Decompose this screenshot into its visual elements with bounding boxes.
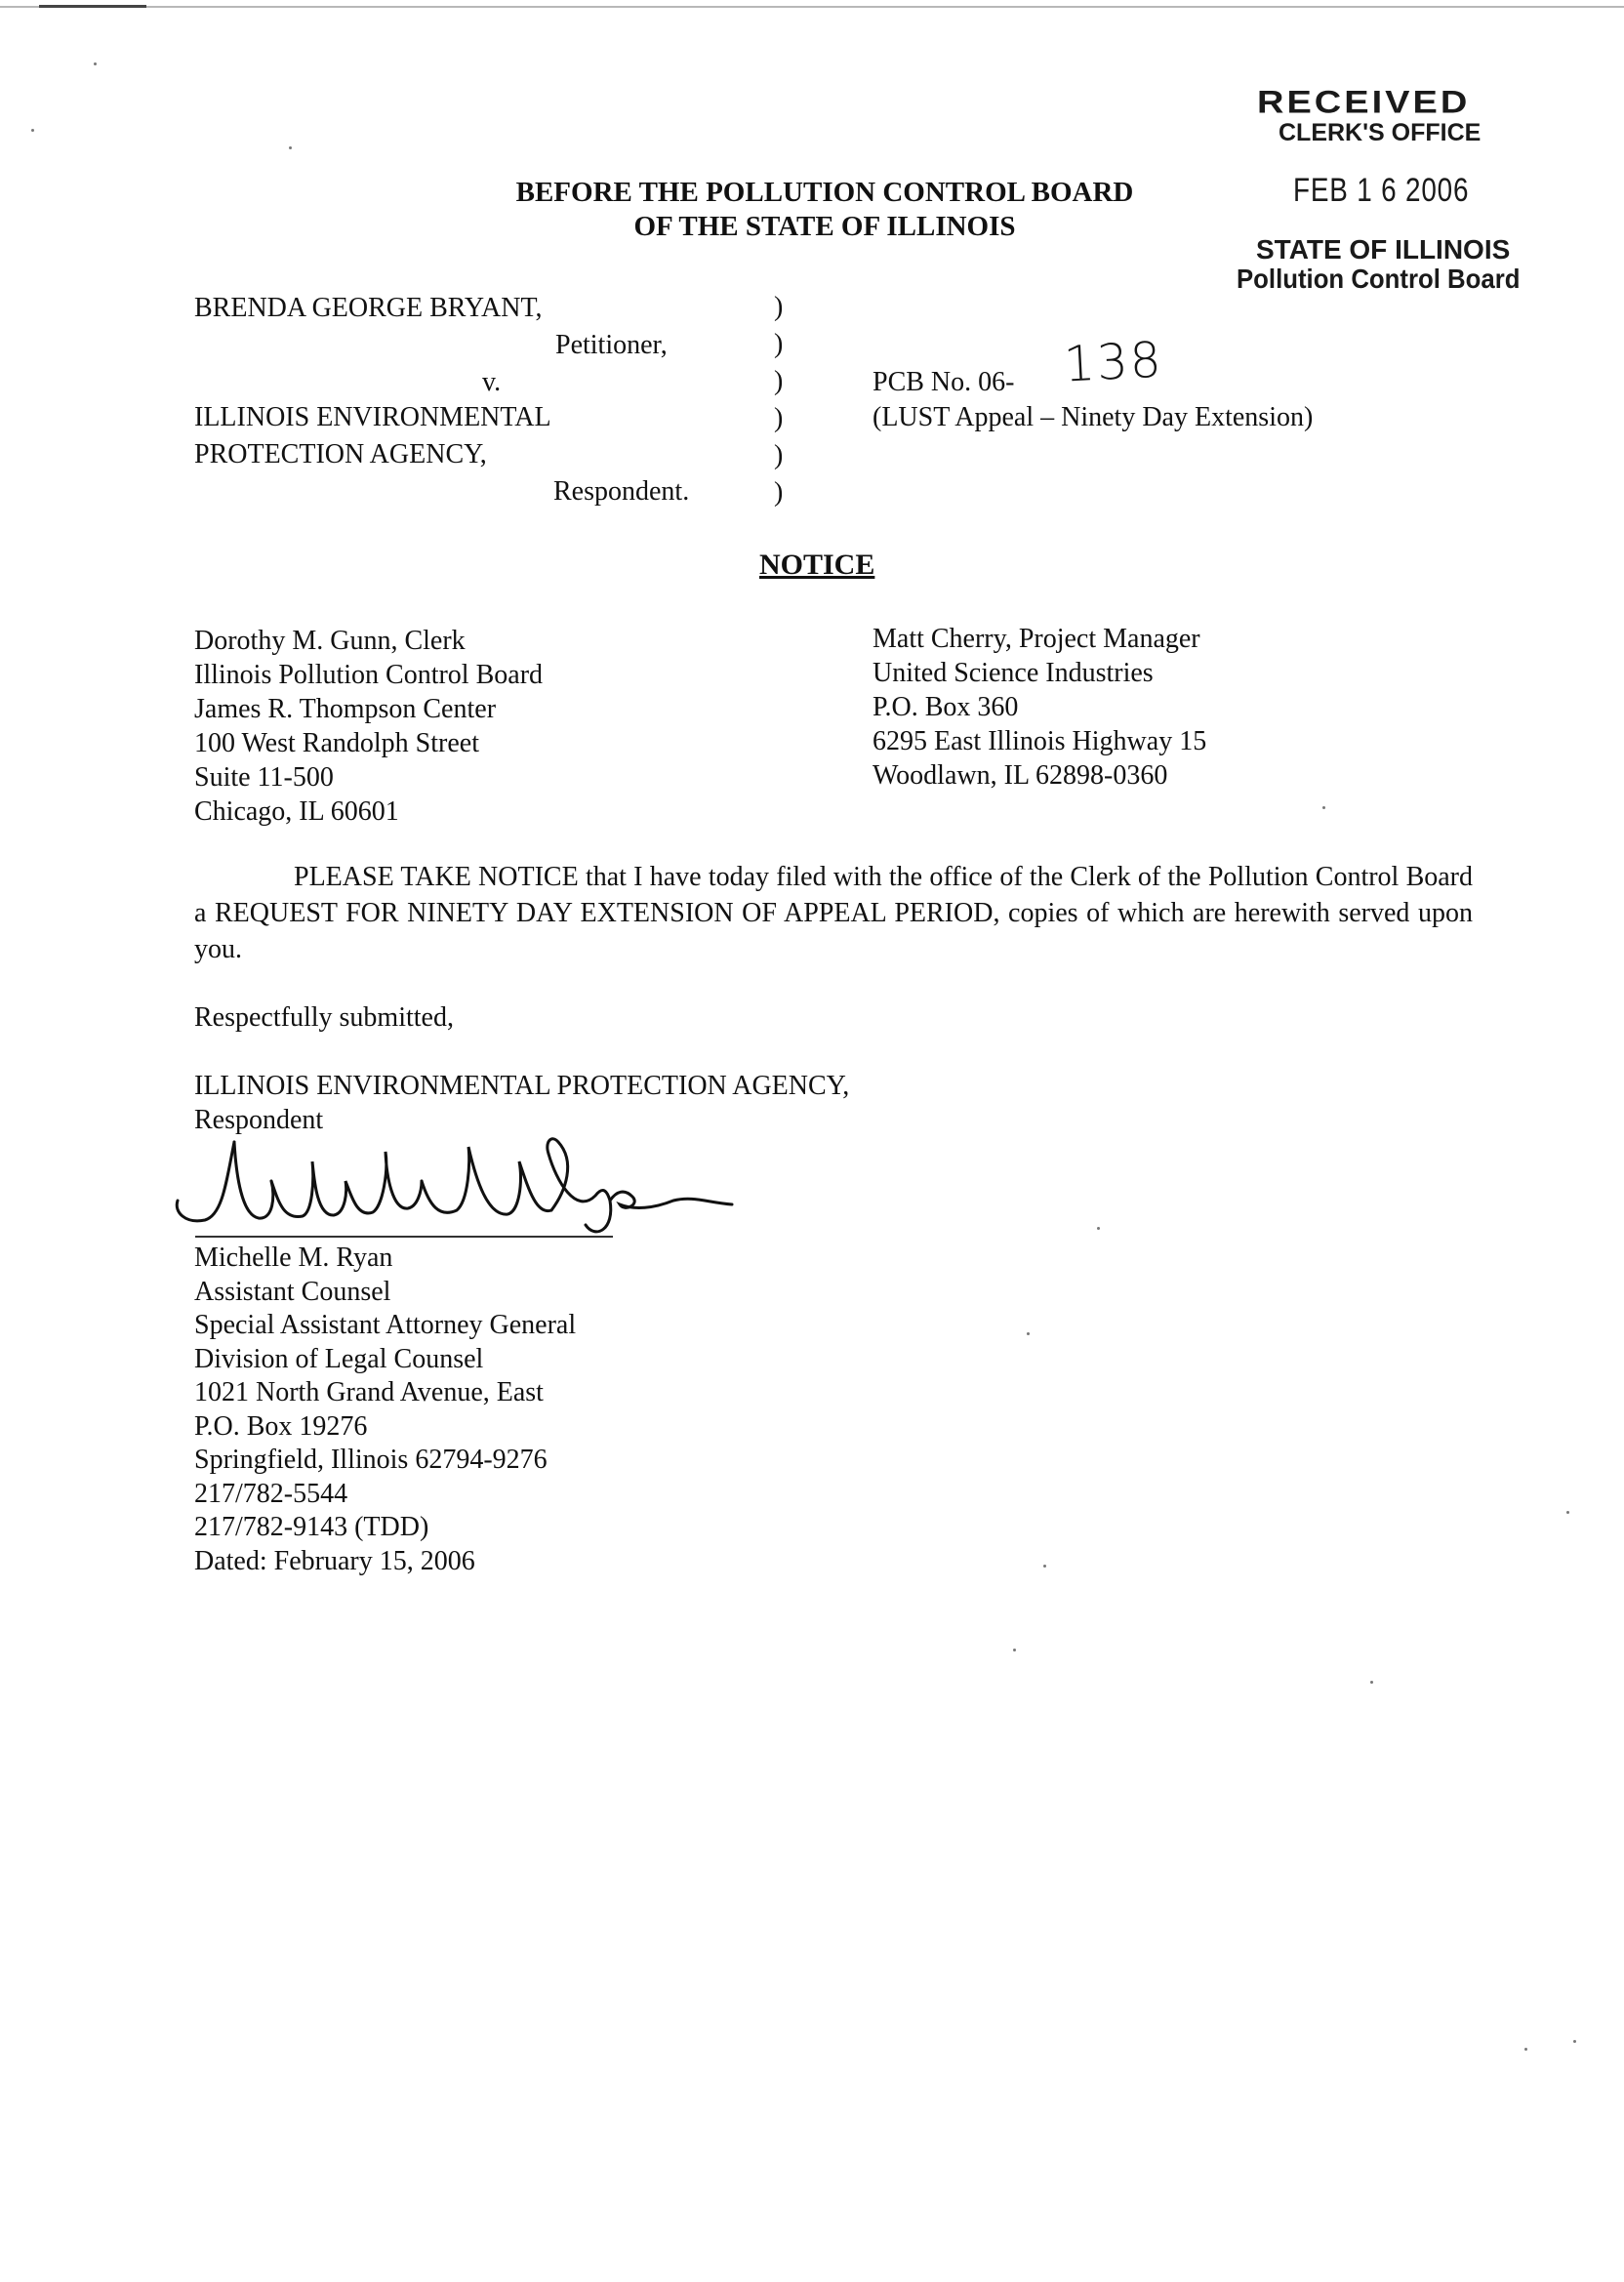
signature-block-line: Division of Legal Counsel [194, 1343, 484, 1374]
address-line: James R. Thompson Center [194, 694, 497, 724]
signature-block-line: Dated: February 15, 2006 [194, 1545, 475, 1576]
heading-line-1: BEFORE THE POLLUTION CONTROL BOARD [515, 177, 1134, 208]
paren: ) [774, 477, 784, 508]
signature-block-line: Michelle M. Ryan [194, 1243, 393, 1273]
petitioner-role: Petitioner, [555, 330, 668, 360]
address-line: 6295 East Illinois Highway 15 [873, 726, 1207, 756]
closing: Respectfully submitted, [194, 1002, 454, 1033]
address-line: Suite 11-500 [194, 762, 334, 793]
scan-speck [31, 129, 34, 132]
heading [420, 176, 1230, 244]
address-line: Dorothy M. Gunn, Clerk [194, 626, 466, 656]
case-number-handwritten: 138 [1062, 331, 1164, 393]
signature-block-line: 1021 North Grand Avenue, East [194, 1377, 544, 1407]
paren: ) [774, 292, 784, 322]
paren: ) [774, 366, 784, 396]
address-line: Matt Cherry, Project Manager [873, 624, 1200, 654]
received-stamp-state: STATE OF ILLINOIS [1256, 234, 1511, 265]
address-line: Illinois Pollution Control Board [194, 660, 544, 690]
heading-line-2: OF THE STATE OF ILLINOIS [633, 211, 1016, 242]
received-stamp-board: Pollution Control Board [1237, 264, 1521, 294]
signature-block-line: 217/782-9143 (TDD) [194, 1512, 429, 1542]
agency-role: Respondent [194, 1105, 324, 1135]
scan-speck [1566, 1511, 1569, 1514]
scan-speck [94, 62, 97, 65]
scan-speck [1573, 2040, 1576, 2043]
received-stamp-title: RECEIVED [1257, 85, 1471, 120]
respondent-name-line-1: ILLINOIS ENVIRONMENTAL [194, 402, 551, 432]
address-line: Chicago, IL 60601 [194, 796, 399, 827]
received-stamp-date: FEB 1 6 2006 [1293, 172, 1470, 209]
scan-edge-line [0, 6, 1624, 8]
address-line: 100 West Randolph Street [194, 728, 479, 758]
paren: ) [774, 403, 784, 433]
scan-speck [1322, 806, 1325, 809]
scan-speck [1027, 1332, 1030, 1335]
notice-paragraph: PLEASE TAKE NOTICE that I have today filed with the office of the Clerk of the Pollution Control Board a REQUEST FOR NINETY DAY EXTENSION OF APPEAL PERIOD, copies of which are herewith served upon you. [194, 862, 1473, 964]
notice-title: NOTICE [759, 549, 875, 581]
caption-parentheses [774, 289, 793, 511]
case-label: PCB No. 06- [873, 367, 1015, 397]
signature-block-line: Assistant Counsel [194, 1276, 391, 1307]
scan-speck [1043, 1565, 1046, 1568]
scan-speck [289, 146, 292, 149]
signature-block-line: 217/782-5544 [194, 1478, 348, 1509]
signature-block-line: P.O. Box 19276 [194, 1410, 368, 1442]
signature-block-line: Special Assistant Attorney General [194, 1310, 577, 1340]
paren: ) [774, 329, 784, 359]
agency-name: ILLINOIS ENVIRONMENTAL PROTECTION AGENCY, [194, 1071, 850, 1101]
respondent-name-line-2: PROTECTION AGENCY, [194, 439, 487, 469]
versus: v. [482, 367, 502, 397]
respondent-role: Respondent. [553, 476, 690, 507]
signature-block [194, 1242, 576, 1578]
scan-speck [1013, 1649, 1016, 1651]
signature-block-line: Springfield, Illinois 62794-9276 [194, 1445, 548, 1475]
signature-line [195, 1236, 613, 1238]
scan-edge-mark [39, 5, 146, 8]
address-line: United Science Industries [873, 658, 1154, 688]
address-line: P.O. Box 360 [873, 692, 1019, 722]
scan-speck [1097, 1227, 1100, 1230]
received-stamp-office: CLERK'S OFFICE [1279, 119, 1482, 146]
recipient-left-block [194, 624, 543, 829]
signature-handwritten [166, 1122, 751, 1249]
recipient-right-block [873, 622, 1206, 793]
address-line: Woodlawn, IL 62898-0360 [873, 760, 1168, 791]
scan-speck [1370, 1681, 1373, 1684]
scan-speck [1524, 2048, 1527, 2051]
case-type: (LUST Appeal – Ninety Day Extension) [873, 402, 1314, 432]
paren: ) [774, 440, 784, 470]
petitioner-name: BRENDA GEORGE BRYANT, [194, 293, 543, 323]
